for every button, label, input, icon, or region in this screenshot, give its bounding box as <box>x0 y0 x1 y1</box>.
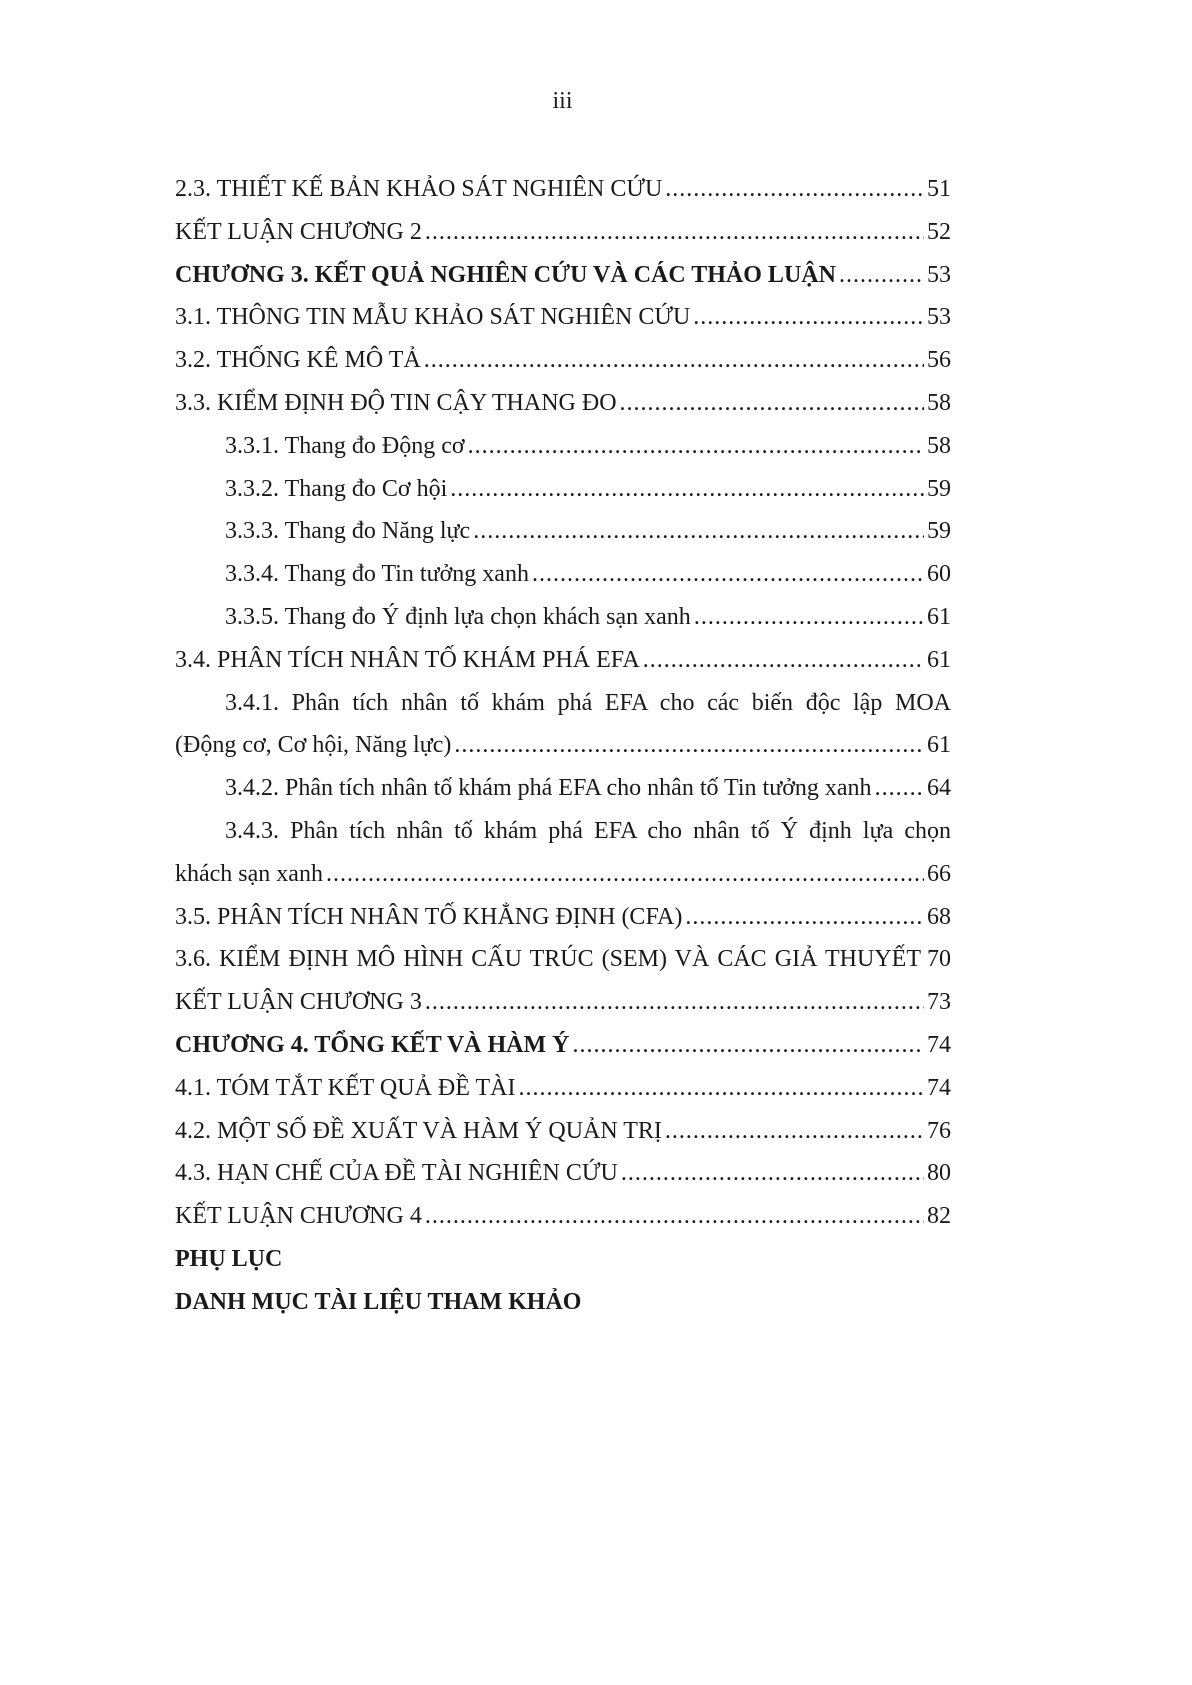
toc-subentry-multiline[interactable] <box>175 810 951 896</box>
toc-entry-page: 68 <box>927 903 951 930</box>
toc-entry-title-line1: 3.4.3. Phân tích nhân tố khám phá EFA cho nhân tố Ý định lựa chọn <box>225 817 951 844</box>
toc-entry-second-line <box>175 724 951 767</box>
toc-entry-page: 58 <box>927 432 951 459</box>
toc-entry-page: 59 <box>927 475 951 502</box>
toc-entry-page: 51 <box>927 176 951 202</box>
toc-entry-page: 76 <box>927 1117 951 1144</box>
toc-entry-title-line2: khách sạn xanh <box>175 860 323 887</box>
toc-entry[interactable] <box>175 296 951 339</box>
toc-entry-title: 3.3.2. Thang đo Cơ hội <box>225 475 448 502</box>
toc-dot-leader <box>326 853 924 896</box>
toc-entry-page: 59 <box>927 518 951 545</box>
toc-entry-page: 58 <box>927 389 951 416</box>
toc-entry-page: 66 <box>927 860 951 887</box>
toc-entry-page: 82 <box>927 1203 951 1230</box>
toc-references-entry[interactable] <box>175 1281 951 1324</box>
toc-entry[interactable] <box>175 211 951 254</box>
toc-entry-title: 3.5. PHÂN TÍCH NHÂN TỐ KHẲNG ĐỊNH (CFA) <box>175 903 683 930</box>
toc-entry-title: 3.6. KIỂM ĐỊNH MÔ HÌNH CẤU TRÚC (SEM) VÀ CÁC GIẢ THUYẾT <box>175 946 921 973</box>
toc-entry-title-line1: 3.4.1. Phân tích nhân tố khám phá EFA cho các biến độc lập MOA <box>225 689 951 716</box>
toc-entry-page: 61 <box>927 646 951 673</box>
toc-entry-title: 3.2. THỐNG KÊ MÔ TẢ <box>175 347 421 374</box>
toc-entry[interactable] <box>175 896 951 939</box>
toc-entry-page: 70 <box>927 946 951 973</box>
toc-entry[interactable] <box>175 168 951 211</box>
toc-entry-page: 74 <box>927 1074 951 1101</box>
toc-entry-title: 3.3.5. Thang đo Ý định lựa chọn khách sạn xanh <box>225 603 691 630</box>
toc-subentry[interactable] <box>175 510 951 553</box>
toc-dot-leader <box>454 724 924 767</box>
toc-subentry-multiline[interactable] <box>175 682 951 768</box>
toc-entry-page: 74 <box>927 1031 951 1058</box>
toc-entry-title: KẾT LUẬN CHƯƠNG 2 <box>175 218 422 245</box>
toc-dot-leader <box>450 468 924 511</box>
toc-dot-leader <box>665 1110 924 1153</box>
table-of-contents <box>175 168 951 1324</box>
toc-entry-page: 53 <box>927 304 951 331</box>
toc-entry-title: 3.1. THÔNG TIN MẪU KHẢO SÁT NGHIÊN CỨU <box>175 304 691 331</box>
toc-entry-title: 3.3.3. Thang đo Năng lực <box>225 518 471 545</box>
toc-entry[interactable] <box>175 382 951 425</box>
toc-dot-leader <box>473 510 924 553</box>
toc-subentry[interactable] <box>175 425 951 468</box>
toc-entry-page: 52 <box>927 218 951 245</box>
toc-dot-leader <box>572 1024 924 1067</box>
toc-dot-leader <box>665 168 924 211</box>
toc-entry-title: KẾT LUẬN CHƯƠNG 4 <box>175 1203 422 1230</box>
toc-dot-leader <box>620 382 924 425</box>
toc-entry-title: 3.3.4. Thang đo Tin tưởng xanh <box>225 561 529 588</box>
toc-dot-leader <box>468 425 924 468</box>
toc-entry[interactable] <box>175 1110 951 1153</box>
toc-dot-leader <box>839 254 924 297</box>
toc-entry-page: 73 <box>927 989 951 1016</box>
toc-subentry[interactable] <box>175 468 951 511</box>
toc-entry[interactable] <box>175 1067 951 1110</box>
toc-entry-title: 4.3. HẠN CHẾ CỦA ĐỀ TÀI NGHIÊN CỨU <box>175 1160 618 1187</box>
toc-entry[interactable] <box>175 938 951 981</box>
toc-subentry[interactable] <box>175 596 951 639</box>
toc-entry-title: 3.3. KIỂM ĐỊNH ĐỘ TIN CẬY THANG ĐO <box>175 389 617 416</box>
toc-entry[interactable] <box>175 1152 951 1195</box>
toc-entry-title: 3.4.2. Phân tích nhân tố khám phá EFA cho nhân tố Tin tưởng xanh <box>225 775 872 802</box>
toc-dot-leader <box>621 1152 924 1195</box>
toc-entry-page: 60 <box>927 561 951 588</box>
toc-entry-title: 3.3.1. Thang đo Động cơ <box>225 432 465 459</box>
toc-dot-leader <box>875 767 924 810</box>
toc-entry-title: DANH MỤC TÀI LIỆU THAM KHẢO <box>175 1288 582 1315</box>
toc-entry-title-line2: (Động cơ, Cơ hội, Năng lực) <box>175 732 452 759</box>
toc-entry-page: 61 <box>927 603 951 630</box>
toc-entry-title: 4.1. TÓM TẮT KẾT QUẢ ĐỀ TÀI <box>175 1074 516 1101</box>
toc-entry[interactable] <box>175 339 951 382</box>
toc-entry-second-line <box>175 853 951 896</box>
toc-entry-page: 64 <box>927 775 951 802</box>
toc-chapter-entry[interactable] <box>175 254 951 297</box>
toc-entry-title: 3.4. PHÂN TÍCH NHÂN TỐ KHÁM PHÁ EFA <box>175 646 640 673</box>
toc-chapter-entry[interactable] <box>175 1024 951 1067</box>
page-number: iii <box>552 88 573 114</box>
toc-entry-title: KẾT LUẬN CHƯƠNG 3 <box>175 989 422 1016</box>
toc-dot-leader <box>425 1195 924 1238</box>
toc-dot-leader <box>425 981 924 1024</box>
toc-entry-page: 61 <box>927 732 951 759</box>
toc-entry[interactable] <box>175 1195 951 1238</box>
toc-entry-title: 2.3. THIẾT KẾ BẢN KHẢO SÁT NGHIÊN CỨU <box>175 176 663 202</box>
toc-dot-leader <box>694 596 924 639</box>
toc-entry-page: 80 <box>927 1160 951 1187</box>
toc-entry[interactable] <box>175 981 951 1024</box>
toc-appendix-entry[interactable] <box>175 1238 951 1281</box>
toc-entry-title: CHƯƠNG 3. KẾT QUẢ NGHIÊN CỨU VÀ CÁC THẢO LUẬN <box>175 261 836 288</box>
toc-entry-title: 4.2. MỘT SỐ ĐỀ XUẤT VÀ HÀM Ý QUẢN TRỊ <box>175 1117 662 1144</box>
toc-subentry[interactable] <box>175 767 951 810</box>
toc-entry-title: PHỤ LỤC <box>175 1245 283 1272</box>
toc-dot-leader <box>518 1067 924 1110</box>
toc-entry-page: 56 <box>927 347 951 374</box>
toc-entry[interactable] <box>175 639 951 682</box>
toc-dot-leader <box>685 896 924 939</box>
toc-entry-page: 53 <box>927 261 951 288</box>
toc-dot-leader <box>425 211 924 254</box>
toc-dot-leader <box>424 339 924 382</box>
toc-dot-leader <box>532 553 924 596</box>
toc-dot-leader <box>693 296 924 339</box>
toc-entry-title: CHƯƠNG 4. TỔNG KẾT VÀ HÀM Ý <box>175 1031 570 1058</box>
toc-subentry[interactable] <box>175 553 951 596</box>
toc-dot-leader <box>643 639 924 682</box>
